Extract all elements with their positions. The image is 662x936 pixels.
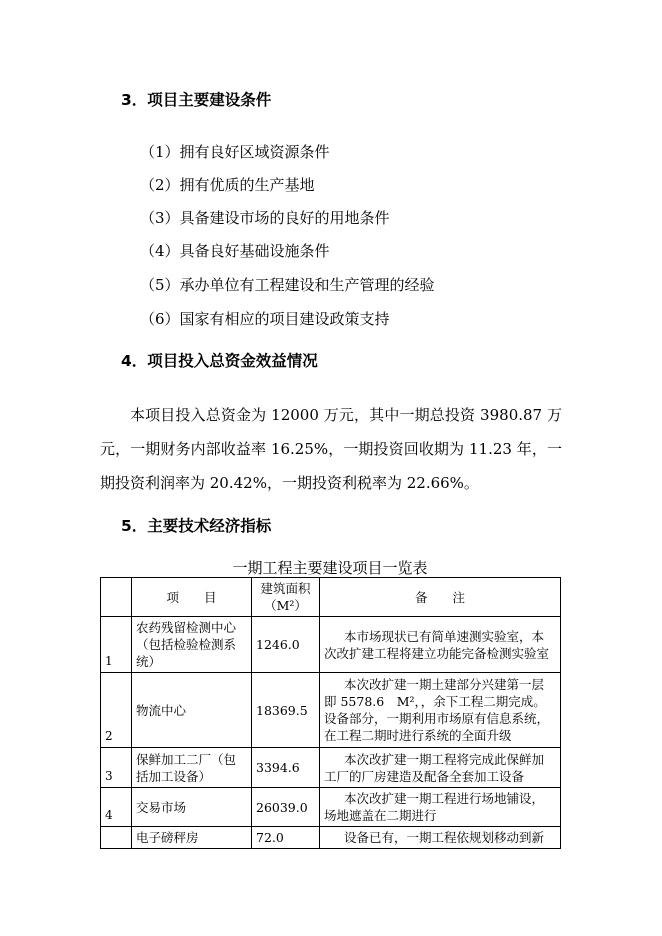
header-area-line1: 建筑面积 [260, 581, 311, 596]
row-area: 72.0 [252, 827, 320, 849]
table-row [101, 617, 561, 673]
row-note: 本次改扩建一期工程进行场地铺设，场地遮盖在二期进行 [320, 788, 561, 827]
row-no: 2 [101, 673, 132, 748]
header-no [101, 578, 132, 617]
condition-item: （2）拥有优质的生产基地 [140, 176, 315, 194]
row-item: 物流中心 [132, 673, 252, 748]
row-note: 本次改扩建一期工程将完成此保鲜加工厂的厂房建造及配备全套加工设备 [320, 748, 561, 788]
condition-item: （1）拥有良好区域资源条件 [140, 143, 330, 161]
project-table [100, 577, 561, 849]
header-note: 备 注 [320, 578, 561, 617]
header-area-line2: （M²） [264, 598, 307, 613]
row-item: 农药残留检测中心（包括检验检测系统） [132, 617, 252, 673]
row-area: 18369.5 [252, 673, 320, 748]
table-caption: 一期工程主要建设项目一览表 [232, 559, 428, 577]
paragraph-line: 本项目投入总资金为 12000 万元，其中一期总投资 3980.87 万 [130, 406, 562, 424]
condition-item: （5）承办单位有工程建设和生产管理的经验 [140, 276, 435, 294]
section-4-heading: 4．项目投入总资金效益情况 [121, 352, 318, 370]
paragraph-line: 期投资利润率为 20.42%，一期投资利税率为 22.66%。 [100, 474, 479, 492]
row-note: 本市场现状已有简单速测实验室，本次改扩建工程将建立功能完备检测实验室 [320, 617, 561, 673]
condition-item: （3）具备建设市场的良好的用地条件 [140, 209, 390, 227]
section-3-heading: 3．项目主要建设条件 [121, 91, 272, 109]
table-header-row [101, 578, 561, 617]
row-no: 4 [101, 788, 132, 827]
paragraph-line: 元，一期财务内部收益率 16.25%，一期投资回收期为 11.23 年，一 [100, 440, 562, 458]
header-item: 项 目 [132, 578, 252, 617]
row-area: 26039.0 [252, 788, 320, 827]
investment-paragraph [100, 398, 562, 500]
row-item: 保鲜加工二厂（包括加工设备） [132, 748, 252, 788]
row-note: 本次改扩建一期土建部分兴建第一层即 5578.6 M²，，余下工程二期完成。设备部分，一期利用市场原有信息系统，在工程二期时进行系统的全面升级 [320, 673, 561, 748]
row-item: 交易市场 [132, 788, 252, 827]
header-area [252, 578, 320, 617]
row-no: 1 [101, 617, 132, 673]
table-row [101, 673, 561, 748]
table-row [101, 827, 561, 849]
table-row [101, 748, 561, 788]
condition-item: （6）国家有相应的项目建设政策支持 [140, 310, 390, 328]
row-item: 电子磅秤房 [132, 827, 252, 849]
row-area: 3394.6 [252, 748, 320, 788]
row-note: 设备已有，一期工程依规划移动到新 [320, 827, 561, 849]
row-no [101, 827, 132, 849]
row-area: 1246.0 [252, 617, 320, 673]
condition-item: （4）具备良好基础设施条件 [140, 242, 330, 260]
section-5-heading: 5．主要技术经济指标 [121, 517, 272, 535]
row-no: 3 [101, 748, 132, 788]
table-row [101, 788, 561, 827]
